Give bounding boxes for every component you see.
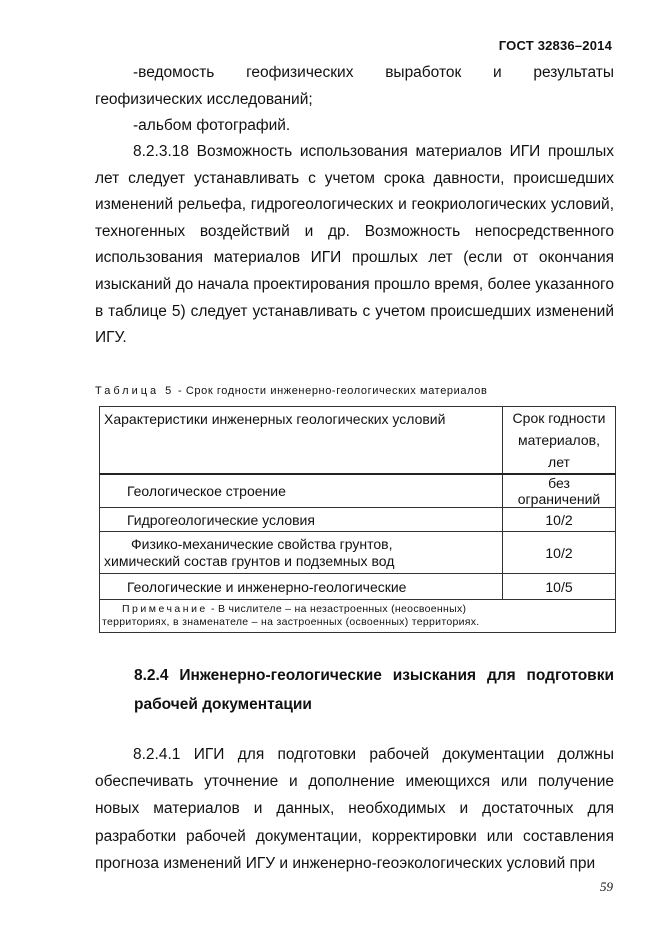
paragraph-8-2-4-1: 8.2.4.1 ИГИ для подготовки рабочей документации должны обеспечивать уточнение и дополнение имеющихся или получение новых материалов и данных, необходимых и достаточных для разработки рабочей документации, корректировки или составления прогноза изменений ИГУ и инженерно-геоэкологических условий при bbox=[95, 746, 614, 872]
table-note-row bbox=[100, 600, 616, 633]
table-cell-shelf-life: без ограничений bbox=[503, 474, 616, 508]
paragraph-photo-album: -альбом фотографий. bbox=[133, 117, 291, 134]
table-caption bbox=[95, 385, 487, 397]
table-caption-text: - Срок годности инженерно-геологических материалов bbox=[177, 385, 488, 397]
table-cell-characteristic: Гидрогеологические условия bbox=[100, 508, 503, 532]
table-note-line1 bbox=[102, 603, 613, 616]
table-header-shelf-life-line2: материалов, лет bbox=[518, 432, 600, 470]
paragraph-geophysics-list: -ведомость геофизических выработок и результаты геофизических исследований; bbox=[95, 64, 614, 108]
table-cell-characteristic: Геологические и инженерно-геологические bbox=[100, 574, 503, 600]
table-header-shelf-life bbox=[503, 407, 616, 475]
table-caption-label: Таблица 5 bbox=[95, 385, 175, 397]
table-cell-shelf-life: 10/5 bbox=[503, 574, 616, 600]
table-cell-characteristic: Геологическое строение bbox=[100, 474, 503, 508]
page-number: 59 bbox=[600, 879, 613, 894]
table-note bbox=[100, 600, 616, 633]
table-note-text-line2: территориях, в знаменателе – на застроенных (освоенных) территориях. bbox=[102, 616, 480, 628]
table-row bbox=[100, 474, 616, 508]
table-cell-shelf-life: 10/2 bbox=[503, 508, 616, 532]
table-cell-characteristic-line2: химический состав грунтов и подземных вод bbox=[104, 552, 395, 569]
table-cell-characteristic bbox=[100, 532, 503, 574]
table-header-shelf-life-line1: Срок годности bbox=[512, 410, 606, 426]
table-row bbox=[100, 532, 616, 574]
table-row bbox=[100, 574, 616, 600]
table-header-row bbox=[100, 407, 616, 475]
shelf-life-table bbox=[99, 406, 616, 633]
table-row bbox=[100, 508, 616, 532]
table-cell-shelf-life: 10/2 bbox=[503, 532, 616, 574]
table-note-text-line1: - В числителе – на незастроенных (неосвоенных) bbox=[211, 603, 467, 615]
document-code-header: ГОСТ 32836–2014 bbox=[498, 38, 612, 53]
table-header-characteristics: Характеристики инженерных геологических условий bbox=[100, 407, 503, 475]
section-heading-8-2-4: 8.2.4 Инженерно-геологические изыскания для подготовки рабочей документации bbox=[134, 667, 614, 713]
paragraph-8-2-3-18: 8.2.3.18 Возможность использования материалов ИГИ прошлых лет следует устанавливать с учетом срока давности, происшедших изменений рельефа, гидрогеологических и геокриологических условий, техногенных воздействий и др. Возможность непосредственного использования материалов ИГИ прошлых лет (если от окончания изысканий до начала проектирования прошло время, более указанного в таблице 5) следует устанавливать с учетом происшедших изменений ИГУ. bbox=[95, 143, 614, 347]
table-cell-characteristic-line1: Физико-механические свойства грунтов, bbox=[131, 535, 393, 552]
table-note-label: Примечание bbox=[122, 603, 208, 615]
